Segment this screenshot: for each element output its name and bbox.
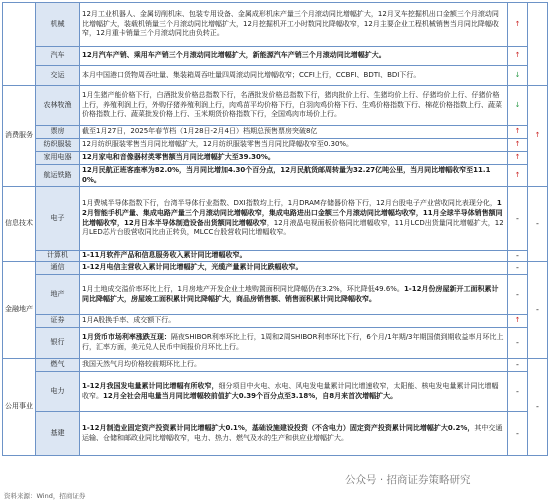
subcategory-cell: 票房 xyxy=(36,126,80,139)
table-row xyxy=(3,187,548,251)
subcategory-cell: 燃气 xyxy=(36,359,80,372)
category-cell-upper xyxy=(3,3,36,86)
content-cell: 1月土地成交溢价率环比上行，1月房地产开发企业土地购置面积同比降幅仍在3.2%，环比降低49.6%。1-12月份房屋新开工面积累计同比降幅扩大，房屋竣工面积累计同比降幅扩大，商品房销售额、销售面积累计同比降幅收窄。 xyxy=(80,275,508,315)
content-cell: 12月家电和音像器材类零售额当月同比增幅扩大至39.30%。 xyxy=(80,152,508,165)
table-row xyxy=(3,315,548,328)
table-row xyxy=(3,86,548,126)
subcategory-cell: 交运 xyxy=(36,66,80,86)
table-row xyxy=(3,328,548,359)
content-cell: 1月A股换手率、成交额下行。 xyxy=(80,315,508,328)
subcategory-cell: 农林牧渔 xyxy=(36,86,80,126)
content-cell: 1-12月我国发电量累计同比增幅有所收窄，细分项目中火电、水电、风电发电量累计同比增速收窄，太阳能、核电发电量累计同比增幅收窄。12月全社会用电量当月同比增幅较前值扩大0.39个百分点至3.18%，自8月来首次增幅扩大。 xyxy=(80,372,508,412)
subcategory-cell: 基建 xyxy=(36,412,80,456)
trend-arrow-up-icon: ↑ xyxy=(508,3,528,47)
trend-arrow-down-icon: ↓ xyxy=(508,86,528,126)
trend-arrow-up-icon: ↑ xyxy=(508,126,528,139)
category-cell-it: 信息技术 xyxy=(3,187,36,262)
category-cell-consumer: 消费服务 xyxy=(3,86,36,187)
table-row xyxy=(3,47,548,66)
table-row xyxy=(3,165,548,187)
trend-flat-icon: - xyxy=(508,372,528,412)
category-cell-finance: 金融地产 xyxy=(3,262,36,359)
subcategory-cell: 机械 xyxy=(36,3,80,47)
content-cell: 1月费城半导体指数下行，台湾半导体行业指数、DXI指数均上行，1月DRAM存储器价格下行，12月台股电子产业营收同比表现分化，12月智能手机产量、集成电路产量三个月滚动同比增幅收窄，集成电路进出口金额三个月滚动同比增幅均收窄，11月全球半导体销售额同比增幅收窄，12月日本半导体制造设备出货额同比增幅收窄，12月液晶电视面板价格同比增幅收窄，11月LCD出货量同比增幅扩大，12月LED芯片台股营收同比由正转负，MLCC台股营收同比增幅收窄。 xyxy=(80,187,508,251)
content-cell: 12月民航正班客座率为82.0%，当月同比增加4.30个百分点，12月民航货邮周转量为32.27亿吨公里，当月同比增幅收窄至11.10%。 xyxy=(80,165,508,187)
subcategory-cell: 银行 xyxy=(36,328,80,359)
industry-summary-table xyxy=(2,2,548,456)
subcategory-cell: 家用电器 xyxy=(36,152,80,165)
overall-arrow-up-icon: ↑ xyxy=(528,86,548,187)
subcategory-cell: 电子 xyxy=(36,187,80,251)
table-row xyxy=(3,372,548,412)
trend-flat-icon: - xyxy=(508,275,528,315)
source-footnote: 资料来源：Wind，招商证券 xyxy=(4,492,86,500)
watermark: 公众号 · 招商证券策略研究 xyxy=(345,474,471,486)
trend-arrow-up-icon: ↑ xyxy=(508,165,528,187)
table-row xyxy=(3,139,548,152)
category-cell-utilities: 公用事业 xyxy=(3,359,36,456)
subcategory-cell: 航运铁路 xyxy=(36,165,80,187)
content-cell: 本月中国港口货物周吞吐量、集装箱周吞吐量四周滚动同比增幅收窄；CCFI上行，CCBFI、BDTI、BDI下行。 xyxy=(80,66,508,86)
overall-flat-icon: - xyxy=(528,262,548,359)
content-cell: 1-12月制造业固定资产投资累计同比增幅扩大0.1%，基础设施建设投资（不含电力）固定资产投资累计同比增幅扩大0.2%，其中交通运输、仓储和邮政业同比增幅收窄，电力、热力、燃气及水的生产和供应业增幅扩大。 xyxy=(80,412,508,456)
table-row xyxy=(3,3,548,47)
content-cell: 12月汽车产销、乘用车产销三个月滚动同比增幅扩大，新能源汽车产销三个月滚动同比增幅扩大。 xyxy=(80,47,508,66)
table-row xyxy=(3,262,548,275)
table-row xyxy=(3,359,548,372)
content-cell: 12月纺织服装零售当月同比增幅扩大，12月纺织服装零售当月同比降幅收窄至0.30%。 xyxy=(80,139,508,152)
trend-flat-icon: - xyxy=(508,251,528,262)
overall-flat-icon: - xyxy=(528,187,548,262)
subcategory-cell: 证券 xyxy=(36,315,80,328)
trend-arrow-up-icon: ↑ xyxy=(508,152,528,165)
trend-flat-icon: - xyxy=(508,262,528,275)
subcategory-cell: 计算机 xyxy=(36,251,80,262)
content-cell: 我国天然气月均价格较前期环比上行。 xyxy=(80,359,508,372)
table-row xyxy=(3,152,548,165)
overall-cell-upper xyxy=(528,3,548,86)
content-cell: 12月工业机器人、金属切削机床、包装专用设备、金属成形机床产量三个月滚动同比增幅扩大，12月叉车挖掘机出口金额三个月滚动同比增幅扩大，装载机销量三个月滚动同比增幅扩大，12月挖掘机开工小时数同比降幅收窄，12月主要企业工程机械销售当月同比降幅收窄，12月重卡销量三个月滚动同比由负转正。 xyxy=(80,3,508,47)
table-row xyxy=(3,412,548,456)
trend-flat-icon: - xyxy=(508,412,528,456)
trend-flat-icon: - xyxy=(508,328,528,359)
table-row xyxy=(3,66,548,86)
subcategory-cell: 地产 xyxy=(36,275,80,315)
content-cell: 1月生猪产能价格下行，白酒批发价格总指数下行，名酒批发价格总指数下行，猪肉批价上行、生猪均价上行、仔猪均价上行、仔猪价格上行，养殖利润上行，外购仔猪养殖利润上行，肉鸡苗平均价格下行，白羽肉鸡价格下行、生鸡价格指数下行、棉花价格指数上行、蔬菜价格指数上行、蔬菜批发价格上行、玉米期货价格指数下行，全国鸡肉市场价上行。 xyxy=(80,86,508,126)
table-row xyxy=(3,275,548,315)
table-row xyxy=(3,251,548,262)
subcategory-cell: 通信 xyxy=(36,262,80,275)
content-cell: 截至1月27日，2025年春节档（1月28日-2月4日）档期总预售票房突破8亿 xyxy=(80,126,508,139)
content-cell: 1-11月软件产品和信息服务收入累计同比增幅收窄。 xyxy=(80,251,508,262)
subcategory-cell: 纺织服装 xyxy=(36,139,80,152)
trend-flat-icon: - xyxy=(508,187,528,251)
content-cell: 1-12月电信主营收入累计同比增幅扩大，光缆产量累计同比跌幅收窄。 xyxy=(80,262,508,275)
trend-arrow-up-icon: ↑ xyxy=(508,47,528,66)
content-cell: 1月货币市场利率涨跌互现：隔夜SHIBOR利率环比上行，1周和2周SHIBOR利率环比下行，6个月/1年期/3年期国债到期收益率月环比上行，汇率方面，美元兑人民币中间报价月环比上行。 xyxy=(80,328,508,359)
trend-arrow-down-icon: ↓ xyxy=(508,66,528,86)
trend-flat-icon: - xyxy=(508,359,528,372)
subcategory-cell: 电力 xyxy=(36,372,80,412)
trend-arrow-up-icon: ↑ xyxy=(508,139,528,152)
subcategory-cell: 汽车 xyxy=(36,47,80,66)
overall-flat-icon: - xyxy=(528,359,548,456)
trend-arrow-up-icon: ↑ xyxy=(508,315,528,328)
table-row xyxy=(3,126,548,139)
